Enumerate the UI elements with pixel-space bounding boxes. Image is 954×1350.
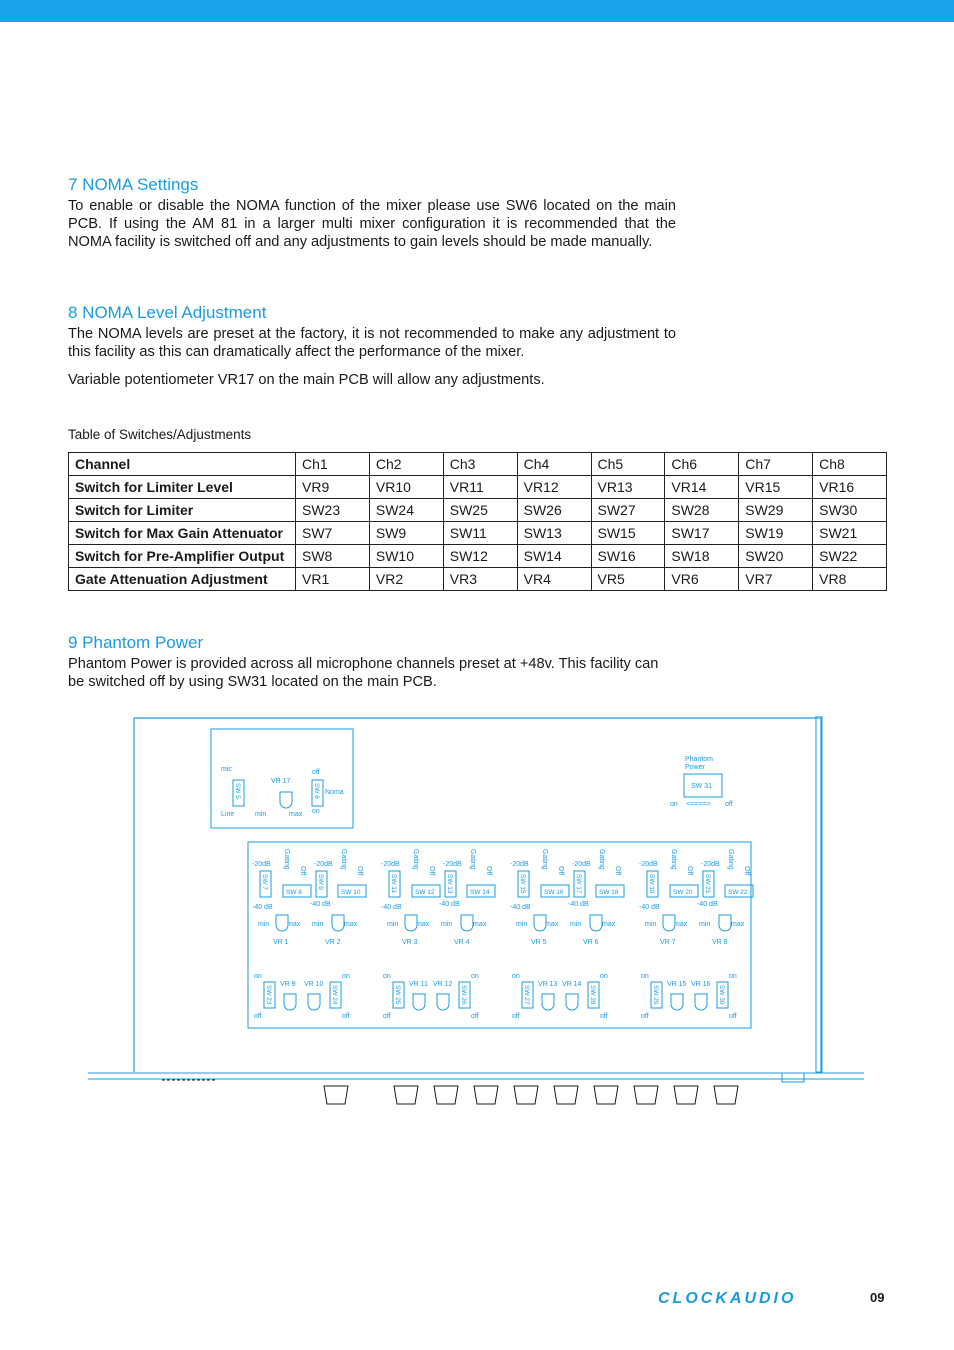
switch-label: SW 9: [317, 874, 324, 890]
potentiometer-icon: [590, 915, 602, 931]
table-cell: VR10: [369, 476, 443, 499]
table-caption: Table of Switches/Adjustments: [68, 427, 252, 442]
knob-icon: [474, 1086, 498, 1104]
section-noma-settings: [68, 175, 676, 251]
potentiometer-icon: [695, 994, 707, 1010]
table-row: [69, 568, 887, 591]
table-cell: SW12: [443, 545, 517, 568]
on-label: on: [254, 973, 262, 980]
off-label: off: [383, 1013, 391, 1020]
table-cell: VR13: [591, 476, 665, 499]
on-label: on: [383, 973, 391, 980]
table-cell: SW28: [665, 499, 739, 522]
row-label: Gate Attenuation Adjustment: [69, 568, 296, 591]
off-label: off: [471, 1013, 479, 1020]
power-switch-icon: [782, 1073, 804, 1082]
gating-label: Gating: [412, 849, 419, 870]
vr-label: VR 7: [660, 939, 676, 946]
on-label: on: [641, 973, 649, 980]
table-cell: SW16: [591, 545, 665, 568]
table-row: [69, 522, 887, 545]
table-cell: SW30: [813, 499, 887, 522]
switch-label: SW 14: [470, 889, 490, 896]
vr-label: VR 4: [454, 939, 470, 946]
table-cell: SW18: [665, 545, 739, 568]
table-cell: Ch6: [665, 453, 739, 476]
noma-label: Noma: [325, 789, 344, 796]
knob-icon: [674, 1086, 698, 1104]
table-cell: SW19: [739, 522, 813, 545]
table-row: [69, 453, 887, 476]
potentiometer-icon: [413, 994, 425, 1010]
pcb-diagram: [88, 716, 864, 1108]
off-label: off: [342, 1013, 350, 1020]
section-body: Variable potentiometer VR17 on the main PCB will allow any adjustments.: [68, 372, 545, 388]
off-label: off: [729, 1013, 737, 1020]
switch-label: SW 7: [261, 874, 268, 890]
vr-label: VR 12: [433, 981, 453, 988]
table-row: [69, 545, 887, 568]
max-label: max: [473, 921, 487, 928]
max-label: max: [289, 811, 303, 818]
brand-logo: CLOCKAUDIO: [658, 1290, 797, 1307]
on-label: on: [312, 808, 320, 815]
off-label: Off: [299, 866, 306, 876]
db-label: -40 dB: [439, 901, 460, 908]
table-cell: Ch8: [813, 453, 887, 476]
min-label: min: [255, 811, 267, 818]
table-row: [69, 499, 887, 522]
potentiometer-icon: [566, 994, 578, 1010]
min-label: min: [570, 921, 582, 928]
db-label: -40 dB: [510, 904, 531, 911]
table-cell: SW15: [591, 522, 665, 545]
page-number: 09: [870, 1290, 885, 1305]
off-label: off: [725, 801, 733, 808]
vr17-pot: [280, 792, 292, 808]
db-label: -20dB: [314, 861, 333, 868]
switch-label: SW 20: [673, 889, 693, 896]
max-label: max: [602, 921, 616, 928]
section-title: 8 NOMA Level Adjustment: [68, 303, 267, 322]
off-label: off: [312, 769, 320, 776]
row-label: Switch for Limiter: [69, 499, 296, 522]
knob-icon: [324, 1086, 348, 1104]
gating-label: Gating: [283, 849, 290, 870]
max-label: max: [287, 921, 301, 928]
vr17-label: VR 17: [271, 778, 291, 785]
phantom-label: Phantom: [685, 756, 714, 763]
section-title: 7 NOMA Settings: [68, 175, 199, 194]
section-phantom-power: [68, 633, 676, 691]
on-label: on: [512, 973, 520, 980]
potentiometer-icon: [671, 994, 683, 1010]
vr-label: VR 14: [562, 981, 582, 988]
row-label: Switch for Pre-Amplifier Output: [69, 545, 296, 568]
off-label: Off: [743, 866, 750, 876]
vr-label: VR 3: [402, 939, 418, 946]
on-label: on: [342, 973, 350, 980]
switch-label: SW 21: [704, 874, 711, 894]
table-cell: Ch2: [369, 453, 443, 476]
db-label: -40 dB: [639, 904, 660, 911]
switch-label: SW 5: [234, 783, 241, 799]
db-label: -40 dB: [568, 901, 589, 908]
gating-label: Gating: [670, 849, 677, 870]
off-label: Off: [428, 866, 435, 876]
switch-label: SW 17: [575, 874, 582, 894]
table-cell: VR3: [443, 568, 517, 591]
off-label: Off: [686, 866, 693, 876]
knob-icon: [634, 1086, 658, 1104]
channel-panel: [248, 842, 751, 1028]
off-label: Off: [356, 866, 363, 876]
vr-label: VR 8: [712, 939, 728, 946]
potentiometer-icon: [308, 994, 320, 1010]
max-label: max: [416, 921, 430, 928]
potentiometer-icon: [437, 994, 449, 1010]
gating-label: Gating: [598, 849, 605, 870]
off-label: off: [512, 1013, 520, 1020]
section-noma-level: [68, 303, 676, 389]
switch-label: SW 25: [394, 985, 401, 1005]
phantom-label: Power: [685, 764, 705, 771]
knob-icon: [434, 1086, 458, 1104]
db-label: -40 dB: [381, 904, 402, 911]
table-cell: VR7: [739, 568, 813, 591]
vr-label: VR 5: [531, 939, 547, 946]
table-cell: SW29: [739, 499, 813, 522]
row-label: Channel: [69, 453, 296, 476]
vr-label: VR 15: [667, 981, 687, 988]
table-cell: SW20: [739, 545, 813, 568]
knob-icon: [554, 1086, 578, 1104]
table-cell: VR2: [369, 568, 443, 591]
gating-label: Gating: [340, 849, 347, 870]
table-cell: SW24: [369, 499, 443, 522]
switch-label: SW 26: [460, 985, 467, 1005]
table-cell: Ch1: [296, 453, 370, 476]
db-label: -40 dB: [252, 904, 273, 911]
potentiometer-icon: [461, 915, 473, 931]
potentiometer-icon: [284, 994, 296, 1010]
vr-label: VR 16: [691, 981, 711, 988]
switch-label: SW 31: [691, 783, 713, 790]
on-label: on: [600, 973, 608, 980]
line-label: Line: [221, 811, 235, 818]
min-label: min: [441, 921, 453, 928]
min-label: min: [312, 921, 324, 928]
table-cell: VR9: [296, 476, 370, 499]
on-label: on: [471, 973, 479, 980]
max-label: max: [674, 921, 688, 928]
vr-label: VR 13: [538, 981, 558, 988]
switch-label: SW 13: [446, 874, 453, 894]
vr-label: VR 10: [304, 981, 324, 988]
table-cell: VR12: [517, 476, 591, 499]
switch-label: SW 6: [313, 783, 320, 799]
switches-table: [68, 452, 887, 591]
switch-label: SW 10: [341, 889, 361, 896]
switch-label: SW 30: [718, 985, 725, 1005]
knob-icon: [514, 1086, 538, 1104]
off-label: Off: [485, 866, 492, 876]
table-cell: Ch3: [443, 453, 517, 476]
table-cell: VR6: [665, 568, 739, 591]
board-edge: [88, 1073, 864, 1079]
table-cell: Ch4: [517, 453, 591, 476]
switch-label: SW 12: [415, 889, 435, 896]
db-label: -40 dB: [310, 901, 331, 908]
vr-label: VR 2: [325, 939, 341, 946]
vr-label: VR 6: [583, 939, 599, 946]
switch-label: SW 18: [599, 889, 619, 896]
table-cell: Ch5: [591, 453, 665, 476]
table-cell: SW13: [517, 522, 591, 545]
off-label: off: [254, 1013, 262, 1020]
gating-label: Gating: [727, 849, 734, 870]
table-cell: SW26: [517, 499, 591, 522]
section-title: 9 Phantom Power: [68, 633, 204, 652]
on-label: on: [670, 801, 678, 808]
db-label: -20dB: [639, 861, 658, 868]
db-label: -20dB: [443, 861, 462, 868]
table-cell: VR15: [739, 476, 813, 499]
table-cell: SW25: [443, 499, 517, 522]
switch-label: SW 16: [544, 889, 564, 896]
table-cell: VR11: [443, 476, 517, 499]
switch-label: SW 27: [523, 985, 530, 1005]
table-cell: VR14: [665, 476, 739, 499]
section-body: To enable or disable the NOMA function of the mixer please use SW6 located on the main PCB. If using the AM 81 in a larger multi mixer configuration it is recommended that the NOMA facility is switched off and any adjustments to gain levels should be made manually.: [68, 198, 676, 250]
vr-label: VR 11: [409, 981, 428, 988]
arrow-label: <====>: [686, 801, 711, 808]
table-cell: VR8: [813, 568, 887, 591]
mic-label: mic: [221, 766, 232, 773]
max-label: max: [344, 921, 358, 928]
switch-label: SW 15: [519, 874, 526, 894]
table-cell: SW11: [443, 522, 517, 545]
knob-icon: [714, 1086, 738, 1104]
switch-label: SW 29: [652, 985, 659, 1005]
db-label: -40 dB: [697, 901, 718, 908]
potentiometer-icon: [719, 915, 731, 931]
table-cell: VR5: [591, 568, 665, 591]
switch-label: SW 28: [589, 985, 596, 1005]
table-row: [69, 476, 887, 499]
table-cell: VR16: [813, 476, 887, 499]
table-cell: SW23: [296, 499, 370, 522]
row-label: Switch for Max Gain Attenuator: [69, 522, 296, 545]
db-label: -20dB: [572, 861, 591, 868]
db-label: -20dB: [701, 861, 720, 868]
potentiometer-icon: [542, 994, 554, 1010]
table-cell: SW22: [813, 545, 887, 568]
section-body: Phantom Power is provided across all microphone channels preset at +48v. This facility can be switched off by using SW31 located on the main PCB.: [68, 656, 659, 690]
table-cell: VR1: [296, 568, 370, 591]
min-label: min: [387, 921, 399, 928]
switch-label: SW 22: [728, 889, 748, 896]
vr-label: VR 1: [273, 939, 289, 946]
off-label: Off: [614, 866, 621, 876]
switch-label: SW 11: [390, 874, 397, 894]
switch-label: SW 23: [265, 985, 272, 1005]
gating-label: Gating: [541, 849, 548, 870]
top-accent-bar: [0, 0, 954, 22]
table-cell: SW8: [296, 545, 370, 568]
min-label: min: [516, 921, 528, 928]
section-body: The NOMA levels are preset at the factory, it is not recommended to make any adjustment to this facility as this can dramatically affect the performance of the mixer.: [68, 326, 676, 360]
knob-icon: [394, 1086, 418, 1104]
min-label: min: [258, 921, 270, 928]
vr-label: VR 9: [280, 981, 296, 988]
table-cell: VR4: [517, 568, 591, 591]
switch-label: SW 24: [331, 985, 338, 1005]
knob-icon: [594, 1086, 618, 1104]
min-label: min: [645, 921, 657, 928]
min-label: min: [699, 921, 711, 928]
table-cell: SW27: [591, 499, 665, 522]
off-label: off: [641, 1013, 649, 1020]
table-cell: SW14: [517, 545, 591, 568]
table-cell: SW10: [369, 545, 443, 568]
off-label: Off: [557, 866, 564, 876]
table-cell: SW21: [813, 522, 887, 545]
row-label: Switch for Limiter Level: [69, 476, 296, 499]
table-cell: SW7: [296, 522, 370, 545]
gating-label: Gating: [469, 849, 476, 870]
db-label: -20dB: [510, 861, 529, 868]
table-cell: Ch7: [739, 453, 813, 476]
switch-label: SW 8: [286, 889, 302, 896]
table-cell: SW17: [665, 522, 739, 545]
switch-label: SW 19: [648, 874, 655, 894]
max-label: max: [545, 921, 559, 928]
potentiometer-icon: [332, 915, 344, 931]
table-cell: SW9: [369, 522, 443, 545]
db-label: -20dB: [381, 861, 400, 868]
on-label: on: [729, 973, 737, 980]
db-label: -20dB: [252, 861, 271, 868]
off-label: off: [600, 1013, 608, 1020]
max-label: max: [731, 921, 745, 928]
